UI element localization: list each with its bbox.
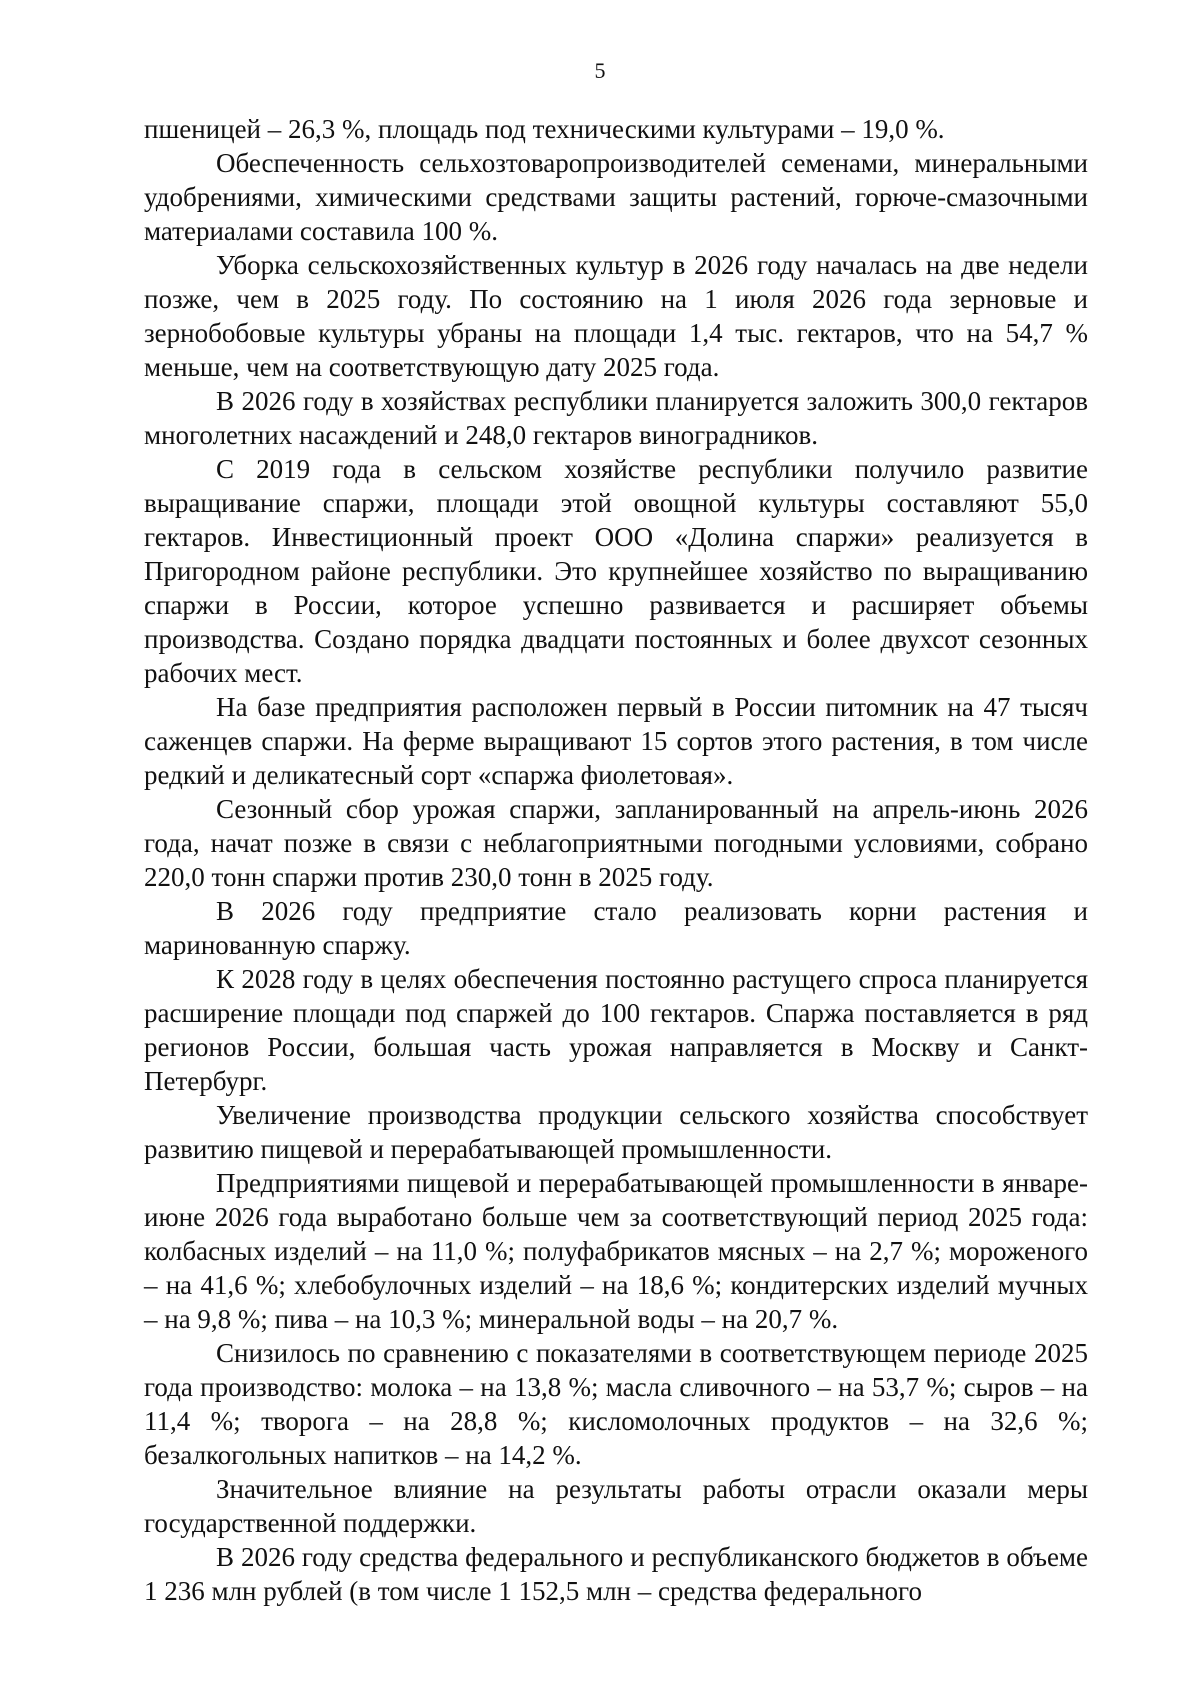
paragraph-roots-sales: В 2026 году предприятие стало реализовать корни растения и маринованную спаржу. [144,896,1088,960]
paragraph-state-support: Значительное влияние на результаты работы отрасли оказали меры государственной поддержки. [144,1474,1088,1538]
paragraph-nursery: На базе предприятия расположен первый в России питомник на 47 тысяч саженцев спаржи. На ферме выращивают 15 сортов этого растения, в том числе редкий и деликатесный сорт «спаржа фиолетовая». [144,692,1088,790]
paragraph-production-decline: Снизилось по сравнению с показателями в соответствующем периоде 2025 года производство: молока – на 13,8 %; масла сливочного – на 53,7 %; сыров – на 11,4 %; творога – на 28,8 %; кисломолочных продуктов – на 32,6 %; безалкогольных напитков – на 14,2 %. [144,1338,1088,1470]
paragraph-expansion: К 2028 году в целях обеспечения постоянно растущего спроса планируется расширение площади под спаржей до 100 гектаров. Спаржа поставляется в ряд регионов России, большая часть урожая направляется в Москву и Санкт-Петербург. [144,964,1088,1096]
paragraph-plantings: В 2026 году в хозяйствах республики планируется заложить 300,0 гектаров многолетних насаждений и 248,0 гектаров виноградников. [144,386,1088,450]
page-number: 5 [594,58,606,83]
paragraph-production-growth: Предприятиями пищевой и перерабатывающей промышленности в январе-июне 2026 года выработано больше чем за соответствующий период 2025 года: колбасных изделий – на 11,0 %; полуфабрикатов мясных – на 2,7 %; мороженого – на 41,6 %; хлебобулочных изделий – на 18,6 %; кондитерских изделий мучных – на 9,8 %; пива – на 10,3 %; минеральной воды – на 20,7 %. [144,1168,1088,1334]
document-body [144,112,1088,1608]
paragraph-continuation: пшеницей – 26,3 %, площадь под техническими культурами – 19,0 %. [144,114,945,144]
paragraph-supply: Обеспеченность сельхозтоваропроизводителей семенами, минеральными удобрениями, химическими средствами защиты растений, горюче-смазочными материалами составила 100 %. [144,148,1088,246]
paragraph-budget: В 2026 году средства федерального и республиканского бюджетов в объеме 1 236 млн рублей (в том числе 1 152,5 млн – средства федерального [144,1542,1088,1606]
paragraph-harvest: Уборка сельскохозяйственных культур в 2026 году началась на две недели позже, чем в 2025 году. По состоянию на 1 июля 2026 года зерновые и зернобобовые культуры убраны на площади 1,4 тыс. гектаров, что на 54,7 % меньше, чем на соответствующую дату 2025 года. [144,250,1088,382]
paragraph-asparagus-development: С 2019 года в сельском хозяйстве республики получило развитие выращивание спаржи, площади этой овощной культуры составляют 55,0 гектаров. Инвестиционный проект ООО «Долина спаржи» реализуется в Пригородном районе республики. Это крупнейшее хозяйство по выращиванию спаржи в России, которое успешно развивается и расширяет объемы производства. Создано порядка двадцати постоянных и более двухсот сезонных рабочих мест. [144,454,1088,688]
paragraph-seasonal-harvest: Сезонный сбор урожая спаржи, запланированный на апрель-июнь 2026 года, начат позже в связи с неблагоприятными погодными условиями, собрано 220,0 тонн спаржи против 230,0 тонн в 2025 году. [144,794,1088,892]
paragraph-food-industry: Увеличение производства продукции сельского хозяйства способствует развитию пищевой и перерабатывающей промышленности. [144,1100,1088,1164]
